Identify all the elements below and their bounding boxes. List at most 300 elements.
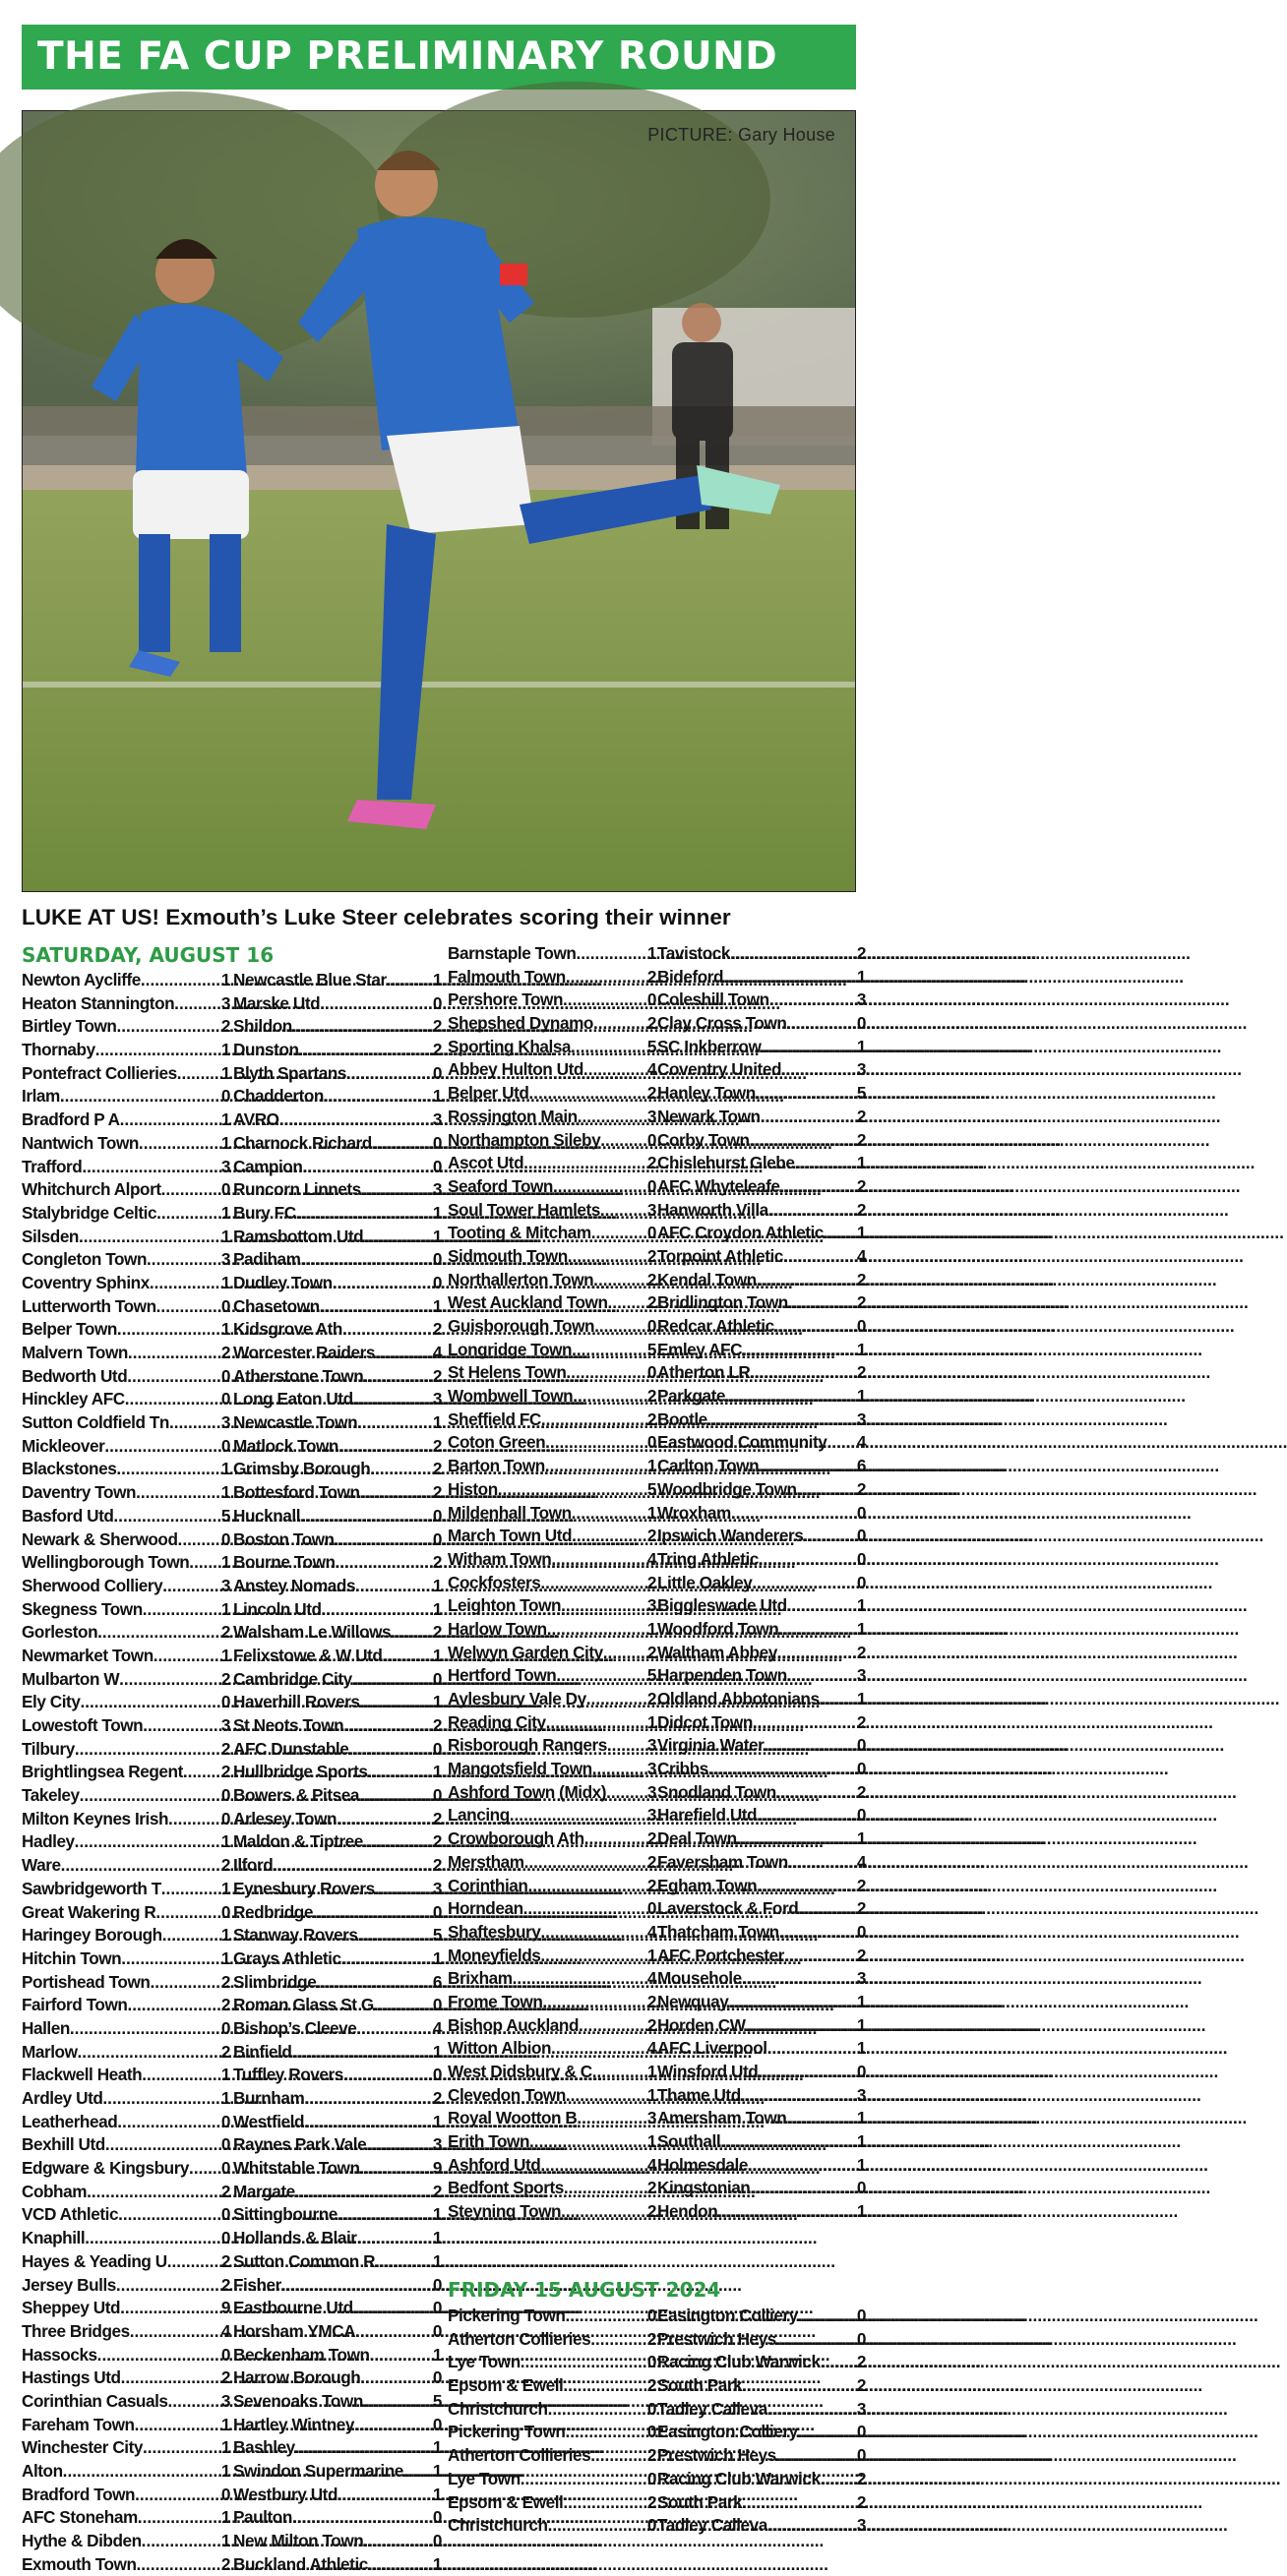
result-row xyxy=(22,1808,230,1831)
score: 1 xyxy=(432,1412,442,1433)
result-row xyxy=(657,1851,866,1875)
dot-leader xyxy=(60,1085,220,1108)
dot-leader xyxy=(529,2130,646,2154)
dot-leader xyxy=(117,1318,220,1342)
team-name: Harrow Borough xyxy=(233,2367,361,2388)
result-row xyxy=(448,1431,656,1455)
result-row xyxy=(657,2107,866,2130)
team-name: Aylesbury Vale Dy xyxy=(448,1689,586,1708)
dot-leader xyxy=(750,2177,856,2200)
team-name: Hucknall xyxy=(233,1505,301,1526)
dot-leader xyxy=(360,1481,432,1505)
result-row xyxy=(448,1688,656,1711)
score: 0 xyxy=(856,1526,866,1546)
score: 2 xyxy=(432,2088,442,2108)
result-row xyxy=(22,2064,230,2087)
dot-leader xyxy=(291,2041,431,2065)
team-name: Didcot Town xyxy=(657,1711,753,1732)
score: 1 xyxy=(432,2228,442,2248)
score: 2 xyxy=(220,1016,230,1037)
team-name: South Park xyxy=(657,2375,743,2396)
result-row xyxy=(22,969,230,992)
score: 1 xyxy=(856,1339,866,1359)
score: 3 xyxy=(646,1781,656,1802)
score: 2 xyxy=(220,1622,230,1643)
score: 2 xyxy=(856,1106,866,1126)
team-name: Faversham Town xyxy=(657,1851,788,1872)
team-name: Amersham Town xyxy=(657,2108,787,2128)
team-name: Arlesey Town xyxy=(233,1808,337,1828)
dot-leader xyxy=(513,1967,646,1991)
team-name: Corby Town xyxy=(657,1129,750,1150)
result-row xyxy=(22,1714,230,1738)
dot-leader xyxy=(742,2491,856,2515)
score: 1 xyxy=(432,1645,442,1665)
dot-leader xyxy=(142,2064,220,2087)
score: 1 xyxy=(646,943,656,963)
score: 1 xyxy=(856,1618,866,1639)
dot-leader xyxy=(523,1152,646,1175)
result-row xyxy=(22,1295,230,1319)
team-name: Christchurch xyxy=(448,2515,548,2536)
result-row xyxy=(448,1269,656,1292)
score: 2 xyxy=(646,1292,656,1313)
result-row xyxy=(657,2130,866,2154)
score: 3 xyxy=(220,1715,230,1735)
result-row xyxy=(657,1594,866,1618)
result-row xyxy=(448,1548,656,1572)
team-name: Winsford Utd xyxy=(657,2062,759,2081)
dot-leader xyxy=(316,1971,432,1995)
team-name: Hythe & Dibden xyxy=(22,2531,142,2551)
team-name: Jersey Bulls xyxy=(22,2274,116,2295)
team-name: Thornaby xyxy=(22,1040,95,1060)
team-name: Parkgate xyxy=(657,1386,726,1407)
team-name: Sutton Coldfield Tn xyxy=(22,1412,169,1433)
dot-leader xyxy=(737,1827,856,1851)
dot-leader xyxy=(137,2553,220,2576)
dot-leader xyxy=(566,1361,646,1385)
result-row xyxy=(448,1361,656,1385)
result-row xyxy=(657,942,866,966)
result-row xyxy=(22,1738,230,1762)
score: 0 xyxy=(220,1086,230,1107)
team-name: Barnstaple Town xyxy=(448,943,577,963)
team-name: Newcastle Blue Star xyxy=(233,970,387,989)
result-row xyxy=(22,1575,230,1598)
dot-leader xyxy=(728,1991,856,2014)
result-row xyxy=(657,2514,866,2538)
dot-leader xyxy=(322,1598,432,1622)
dot-leader xyxy=(375,2250,432,2274)
dot-leader xyxy=(356,2017,432,2041)
dot-leader xyxy=(758,2061,856,2084)
dot-leader xyxy=(368,2553,432,2576)
team-name: Redcar Athletic xyxy=(657,1316,774,1336)
team-name: Coventry Sphinx xyxy=(22,1272,150,1292)
score: 4 xyxy=(646,1548,656,1569)
team-name: Newcastle Town xyxy=(233,1412,358,1433)
score: 2 xyxy=(646,2178,656,2198)
team-name: Sevenoaks Town xyxy=(233,2390,363,2411)
score: 0 xyxy=(856,2445,866,2466)
dot-leader xyxy=(354,2414,432,2437)
team-name: Royal Wootton B xyxy=(448,2108,578,2128)
score: 5 xyxy=(646,1036,656,1056)
dot-leader xyxy=(116,1458,220,1481)
dot-leader xyxy=(742,2374,856,2398)
dot-leader xyxy=(80,1784,220,1808)
result-row xyxy=(22,1458,230,1481)
score: 0 xyxy=(856,1502,866,1523)
score: 2 xyxy=(646,1408,656,1429)
team-name: Histon xyxy=(448,1478,498,1499)
dot-leader xyxy=(167,2250,220,2274)
score: 0 xyxy=(220,1808,230,1828)
team-name: Anstey Nomads xyxy=(233,1575,356,1595)
score: 4 xyxy=(856,1432,866,1453)
result-row xyxy=(657,1572,866,1595)
dot-leader xyxy=(576,942,645,966)
result-row xyxy=(448,1734,656,1758)
result-row xyxy=(657,1897,866,1921)
team-name: Sawbridgeworth T xyxy=(22,1878,161,1898)
team-name: Birtley Town xyxy=(22,1016,117,1037)
dot-leader xyxy=(593,1269,646,1292)
score: 3 xyxy=(432,1878,442,1898)
team-name: Lye Town xyxy=(448,2352,521,2372)
score: 1 xyxy=(856,2108,866,2128)
team-name: Carlton Town xyxy=(657,1456,760,1476)
dot-leader xyxy=(540,1945,646,1968)
photo-credit: PICTURE: Gary House xyxy=(647,125,835,145)
team-name: Longridge Town xyxy=(448,1339,573,1359)
dot-leader xyxy=(498,1478,646,1502)
dot-leader xyxy=(125,1388,220,1411)
score: 4 xyxy=(856,1851,866,1872)
result-row xyxy=(448,1827,656,1851)
dot-leader xyxy=(759,1455,856,1478)
score: 2 xyxy=(856,2375,866,2396)
dot-leader xyxy=(600,1199,646,1223)
dot-leader xyxy=(563,2491,646,2515)
score: 0 xyxy=(432,1156,442,1176)
team-name: Ilford xyxy=(233,1855,274,1876)
team-name: Tadley Calleva xyxy=(657,2398,767,2419)
result-row xyxy=(22,1645,230,1668)
result-row xyxy=(448,1036,656,1059)
result-row xyxy=(233,2344,442,2367)
team-name: Hendon xyxy=(657,2201,718,2222)
result-row xyxy=(233,1645,442,1668)
dot-leader xyxy=(320,1295,432,1319)
dot-leader xyxy=(403,2460,432,2484)
score: 3 xyxy=(220,2390,230,2411)
result-row xyxy=(657,1106,866,1129)
result-row xyxy=(448,1664,656,1688)
score: 0 xyxy=(220,1528,230,1549)
team-name: Mangotsfield Town xyxy=(448,1759,592,1779)
result-row xyxy=(448,1012,656,1036)
dot-leader xyxy=(523,1897,646,1921)
team-name: Westbury Utd xyxy=(233,2484,338,2504)
dot-leader xyxy=(824,1222,856,1245)
score: 1 xyxy=(220,2414,230,2434)
result-row xyxy=(22,1598,230,1622)
score: 5 xyxy=(220,1505,230,1526)
team-name: Deal Town xyxy=(657,1828,737,1849)
team-name: Falmouth Town xyxy=(448,966,566,987)
team-name: Harlow Town xyxy=(448,1618,547,1639)
score: 3 xyxy=(856,1059,866,1080)
result-row xyxy=(22,2087,230,2111)
team-name: Burnham xyxy=(233,2088,305,2108)
dot-leader xyxy=(141,969,220,992)
score: 1 xyxy=(432,2553,442,2574)
score: 2 xyxy=(856,943,866,963)
dot-leader xyxy=(540,1921,646,1945)
result-row xyxy=(233,2320,442,2344)
team-name: Portishead Town xyxy=(22,1971,151,1992)
dot-leader xyxy=(798,2305,856,2328)
result-row xyxy=(22,1947,230,1971)
score: 0 xyxy=(432,1132,442,1153)
team-name: New Milton Town xyxy=(233,2531,364,2551)
team-name: Kidsgrove Ath xyxy=(233,1319,342,1340)
score: 2 xyxy=(646,1526,656,1546)
score: 3 xyxy=(220,992,230,1013)
score: 0 xyxy=(432,2531,442,2551)
team-name: Whitchurch Alport xyxy=(22,1179,161,1200)
result-row xyxy=(233,969,442,992)
score: 2 xyxy=(432,1831,442,1852)
score: 0 xyxy=(432,992,442,1013)
score: 2 xyxy=(646,1386,656,1407)
team-name: Alton xyxy=(22,2461,63,2481)
dot-leader xyxy=(553,1175,646,1199)
score: 0 xyxy=(220,1179,230,1200)
dot-leader xyxy=(540,2154,646,2178)
team-name: VCD Athletic xyxy=(22,2204,119,2225)
score: 0 xyxy=(856,1013,866,1034)
score: 0 xyxy=(646,1362,656,1383)
result-row xyxy=(233,1668,442,1692)
score: 2 xyxy=(856,2491,866,2512)
dot-leader xyxy=(746,2014,856,2038)
dot-leader xyxy=(777,1642,856,1665)
team-name: Reading City xyxy=(448,1711,546,1732)
dot-leader xyxy=(353,2297,432,2320)
score: 0 xyxy=(220,2484,230,2504)
result-row xyxy=(657,1478,866,1502)
dot-leader xyxy=(363,2530,432,2553)
result-row xyxy=(22,1505,230,1528)
result-row xyxy=(22,1878,230,1901)
team-name: Chadderton xyxy=(233,1086,324,1107)
dot-leader xyxy=(161,1178,220,1202)
score: 0 xyxy=(220,2134,230,2155)
team-name: Binfield xyxy=(233,2041,292,2062)
score: 1 xyxy=(646,2131,656,2152)
score: 1 xyxy=(432,1202,442,1223)
dot-leader xyxy=(150,1971,219,1995)
score: 2 xyxy=(646,1245,656,1266)
score: 0 xyxy=(646,2398,656,2419)
team-name: Shildon xyxy=(233,1016,292,1037)
score: 0 xyxy=(220,1295,230,1316)
team-name: Sheppey Utd xyxy=(22,2298,121,2318)
team-name: Bootle xyxy=(657,1408,707,1429)
dot-leader xyxy=(295,2181,432,2204)
dot-leader xyxy=(335,1528,432,1552)
score: 1 xyxy=(646,2062,656,2081)
dot-leader xyxy=(337,1808,432,1831)
dot-leader xyxy=(337,2203,432,2227)
result-row xyxy=(448,1058,656,1082)
result-row xyxy=(22,2297,230,2320)
result-row xyxy=(22,1784,230,1808)
result-row xyxy=(233,1971,442,1995)
result-row xyxy=(233,1528,442,1552)
result-row xyxy=(448,2398,656,2422)
score: 3 xyxy=(220,1249,230,1270)
dot-leader xyxy=(143,2436,220,2460)
dot-leader xyxy=(118,2203,220,2227)
team-name: Lye Town xyxy=(448,2468,521,2488)
result-row xyxy=(233,2157,442,2181)
team-name: Barton Town xyxy=(448,1456,545,1476)
result-row xyxy=(657,2444,866,2468)
score: 3 xyxy=(856,2398,866,2419)
team-name: Cambridge City xyxy=(233,1668,352,1689)
team-name: Horden CW xyxy=(657,2014,746,2035)
score: 1 xyxy=(856,1036,866,1056)
team-name: Corinthian Casuals xyxy=(22,2390,168,2411)
dot-leader xyxy=(600,1129,646,1153)
result-row xyxy=(22,1108,230,1132)
score: 1 xyxy=(220,1878,230,1898)
dot-leader xyxy=(162,1924,220,1947)
team-name: Atherstone Town xyxy=(233,1365,364,1386)
dot-leader xyxy=(603,1642,646,1665)
dot-leader xyxy=(725,1385,856,1408)
dot-leader xyxy=(521,2351,646,2374)
dot-leader xyxy=(304,2087,432,2111)
result-row xyxy=(233,1411,442,1435)
score: 3 xyxy=(856,1968,866,1989)
team-name: Bradford Town xyxy=(22,2484,136,2504)
score: 2 xyxy=(220,1762,230,1782)
score: 0 xyxy=(856,1921,866,1942)
dot-leader xyxy=(784,1945,856,1968)
team-name: Leatherhead xyxy=(22,2111,118,2131)
result-row xyxy=(233,1085,442,1108)
team-name: Hayes & Yeading U xyxy=(22,2250,167,2271)
score: 1 xyxy=(220,1202,230,1223)
dot-leader xyxy=(299,1039,432,1062)
team-name: Grays Athletic xyxy=(233,1947,341,1968)
results-list xyxy=(657,942,866,2224)
dot-leader xyxy=(577,2107,646,2130)
score: 1 xyxy=(220,2437,230,2458)
team-name: Ipswich Wanderers xyxy=(657,1526,804,1546)
score: 2 xyxy=(432,1715,442,1735)
dot-leader xyxy=(168,2390,220,2414)
dot-leader xyxy=(572,1502,646,1526)
dot-leader xyxy=(348,1738,432,1762)
team-name: Three Bridges xyxy=(22,2320,130,2341)
result-row xyxy=(233,1808,442,1831)
dot-leader xyxy=(120,2297,220,2320)
result-row xyxy=(448,1245,656,1269)
dot-leader xyxy=(783,1245,856,1269)
team-name: Racing Club Warwick xyxy=(657,2468,821,2488)
result-row xyxy=(657,1804,866,1827)
team-name: Sheffield FC xyxy=(448,1408,541,1429)
dot-leader xyxy=(730,942,856,966)
result-row xyxy=(22,1411,230,1435)
dot-leader xyxy=(120,1108,220,1132)
dot-leader xyxy=(546,1711,646,1735)
result-row xyxy=(22,1342,230,1365)
score: 3 xyxy=(646,1805,656,1826)
dot-leader xyxy=(135,2414,220,2437)
result-row xyxy=(233,1178,442,1202)
result-row xyxy=(233,1435,442,1459)
team-name: Westfield xyxy=(233,2111,305,2131)
dot-leader xyxy=(387,969,432,992)
result-row xyxy=(22,2111,230,2134)
dot-leader xyxy=(565,2305,645,2328)
score: 2 xyxy=(432,1435,442,1456)
team-name: Steyning Town xyxy=(448,2201,562,2222)
score: 0 xyxy=(220,2017,230,2038)
score: 2 xyxy=(856,1945,866,1965)
result-row xyxy=(233,1784,442,1808)
dot-leader xyxy=(578,1106,646,1129)
result-row xyxy=(233,1551,442,1575)
results-list xyxy=(22,969,230,2576)
result-row xyxy=(22,1318,230,1342)
score: 2 xyxy=(856,1129,866,1150)
dot-leader xyxy=(767,2514,856,2538)
team-name: Congleton Town xyxy=(22,1249,148,1270)
result-row xyxy=(448,1525,656,1548)
result-row xyxy=(22,1272,230,1295)
score: 2 xyxy=(646,1083,656,1104)
team-name: AFC Liverpool xyxy=(657,2038,767,2059)
dot-leader xyxy=(551,1548,646,1572)
result-row xyxy=(233,1295,442,1319)
score: 5 xyxy=(646,1665,656,1686)
result-row xyxy=(448,1758,656,1781)
dot-leader xyxy=(708,1758,856,1781)
score: 2 xyxy=(432,1622,442,1643)
result-row xyxy=(448,2421,656,2444)
score: 0 xyxy=(432,2414,442,2434)
score: 0 xyxy=(220,2111,230,2131)
result-row xyxy=(657,2084,866,2108)
dot-leader xyxy=(189,1551,220,1575)
dot-leader xyxy=(80,1691,219,1714)
result-row xyxy=(22,1621,230,1645)
team-name: Newark Town xyxy=(657,1106,761,1126)
result-row xyxy=(22,2203,230,2227)
result-row xyxy=(657,2468,866,2491)
dot-leader xyxy=(573,1385,646,1408)
result-row xyxy=(657,2014,866,2038)
team-name: Tuffley Rovers xyxy=(233,2065,343,2085)
